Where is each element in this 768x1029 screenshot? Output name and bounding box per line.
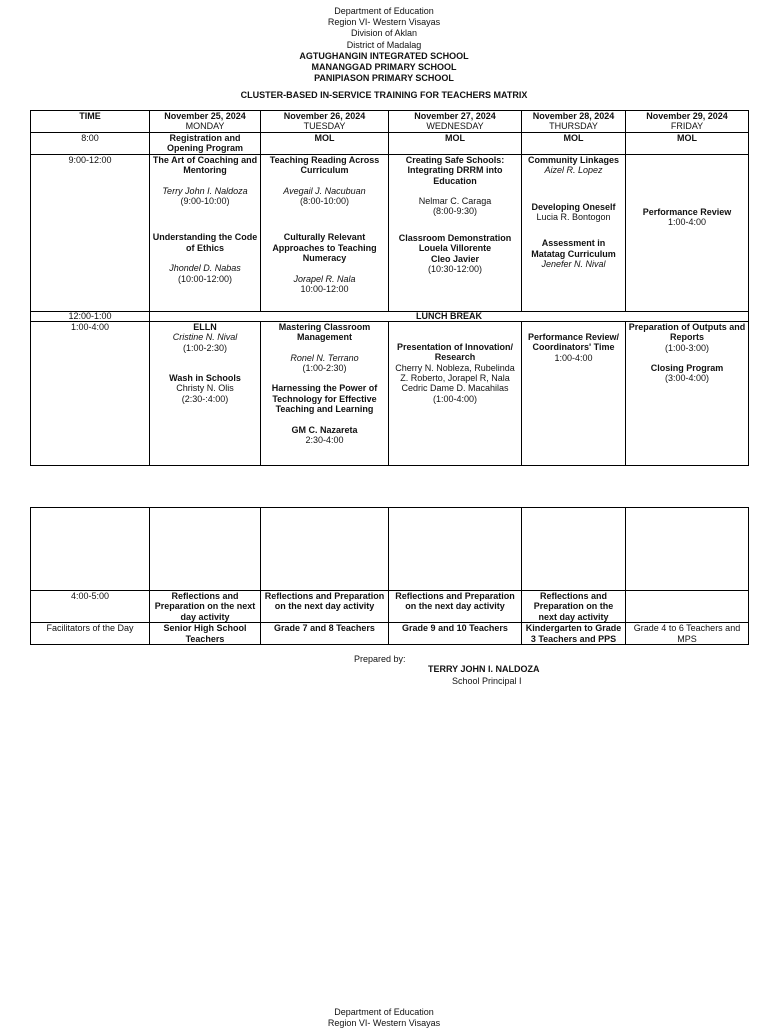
schedule-cell: Reflections and Preparation on the next day activity — [389, 591, 522, 623]
facilitator-cell: Grade 9 and 10 Teachers — [389, 623, 522, 645]
signatory-position: School Principal I — [452, 676, 522, 686]
empty-row — [31, 508, 749, 591]
schedule-cell: MOL — [522, 133, 626, 155]
header-line: Division of Aklan — [350, 28, 418, 39]
next-page-header — [0, 1007, 768, 1029]
facilitator-cell: Kindergarten to Grade 3 Teachers and PPS — [522, 623, 626, 645]
day-header: November 26, 2024 TUESDAY — [261, 111, 389, 133]
day-header: November 29, 2024 FRIDAY — [626, 111, 749, 133]
time-cell: 8:00 — [31, 133, 150, 155]
schedule-cell: Teaching Reading Across Curriculum Avegail J. Nacubuan (8:00-10:00) Culturally Relevant Approaches to Teaching Numeracy Jorapel R. Nala 10:00-12:00 — [261, 154, 389, 311]
schedule-cell: Community Linkages Aizel R. Lopez Developing Oneself Lucia R. Bontogon Assessment in Matatag Curriculum Jenefer N. Nival — [522, 154, 626, 311]
table-row — [31, 154, 749, 311]
schedule-cell: MOL — [261, 133, 389, 155]
header-line: Region VI- Western Visayas — [327, 17, 441, 28]
schedule-cell: Performance Review 1:00-4:00 — [626, 154, 749, 311]
schedule-cell: Presentation of Innovation/ Research Cherry N. Nobleza, Rubelinda Z. Roberto, Jorapel R, Nala Cedric Dame D. Macahilas (1:00-4:00) — [389, 321, 522, 465]
header-line: Region VI- Western Visayas — [327, 1018, 441, 1029]
schedule-table — [30, 110, 749, 466]
time-cell: 12:00-1:00 — [31, 311, 150, 321]
table-row — [31, 591, 749, 623]
schedule-cell: MOL — [389, 133, 522, 155]
matrix-title: CLUSTER-BASED IN-SERVICE TRAINING FOR TEACHERS MATRIX — [240, 90, 528, 100]
time-cell: 1:00-4:00 — [31, 321, 150, 465]
document-header — [0, 6, 768, 84]
schedule-cell: The Art of Coaching and Mentoring Terry John I. Naldoza (9:00-10:00) Understanding the Code of Ethics Jhondel D. Nabas (10:00-12:00) — [150, 154, 261, 311]
schedule-cell: Reflections and Preparation on the next day activity — [150, 591, 261, 623]
schedule-cell: Performance Review/ Coordinators' Time 1:00-4:00 — [522, 321, 626, 465]
school-name: AGTUGHANGIN INTEGRATED SCHOOL — [299, 50, 469, 61]
lunch-break-label: LUNCH BREAK — [150, 311, 749, 321]
header-line: Department of Education — [334, 1007, 434, 1017]
schedule-cell: Reflections and Preparation on the next day activity — [522, 591, 626, 623]
facilitators-label: Facilitators of the Day — [31, 623, 150, 645]
schedule-cell: Creating Safe Schools: Integrating DRRM into Education Nelmar C. Caraga (8:00-9:30) Classroom Demonstration Louela Villorente Cleo Javier (10:30-12:00) — [389, 154, 522, 311]
table-row — [31, 133, 749, 155]
school-name: MANANGGAD PRIMARY SCHOOL — [311, 62, 457, 73]
table-row — [31, 623, 749, 645]
schedule-cell: Reflections and Preparation on the next day activity — [261, 591, 389, 623]
facilitator-cell: Senior High School Teachers — [150, 623, 261, 645]
lunch-row — [31, 311, 749, 321]
schedule-cell: ELLN Cristine N. Nival (1:00-2:30) Wash in Schools Christy N. Olis (2:30-:4:00) — [150, 321, 261, 465]
schedule-cell: Mastering Classroom Management Ronel N. Terrano (1:00-2:30) Harnessing the Power of Technology for Effective Teaching and Learning GM C. Nazareta 2:30-4:00 — [261, 321, 389, 465]
time-cell: 9:00-12:00 — [31, 154, 150, 311]
facilitator-cell: Grade 7 and 8 Teachers — [261, 623, 389, 645]
header-line: District of Madalag — [346, 39, 422, 50]
schedule-cell: Preparation of Outputs and Reports (1:00-3:00) Closing Program (3:00-4:00) — [626, 321, 749, 465]
time-cell: 4:00-5:00 — [31, 591, 150, 623]
schedule-table-continued — [30, 507, 749, 645]
facilitator-cell: Grade 4 to 6 Teachers and MPS — [626, 623, 749, 645]
prepared-by-label: Prepared by: — [354, 654, 406, 664]
school-name: PANIPIASON PRIMARY SCHOOL — [314, 73, 454, 84]
day-header: November 28, 2024 THURSDAY — [522, 111, 626, 133]
time-header: TIME — [31, 111, 150, 133]
table-row — [31, 321, 749, 465]
day-header: November 25, 2024 MONDAY — [150, 111, 261, 133]
signatory-name: TERRY JOHN I. NALDOZA — [428, 664, 540, 674]
table-header-row — [31, 111, 749, 133]
header-line: Department of Education — [334, 6, 434, 16]
day-header: November 27, 2024 WEDNESDAY — [389, 111, 522, 133]
schedule-cell: Registration and Opening Program — [150, 133, 261, 155]
schedule-cell — [626, 591, 749, 623]
schedule-cell: MOL — [626, 133, 749, 155]
